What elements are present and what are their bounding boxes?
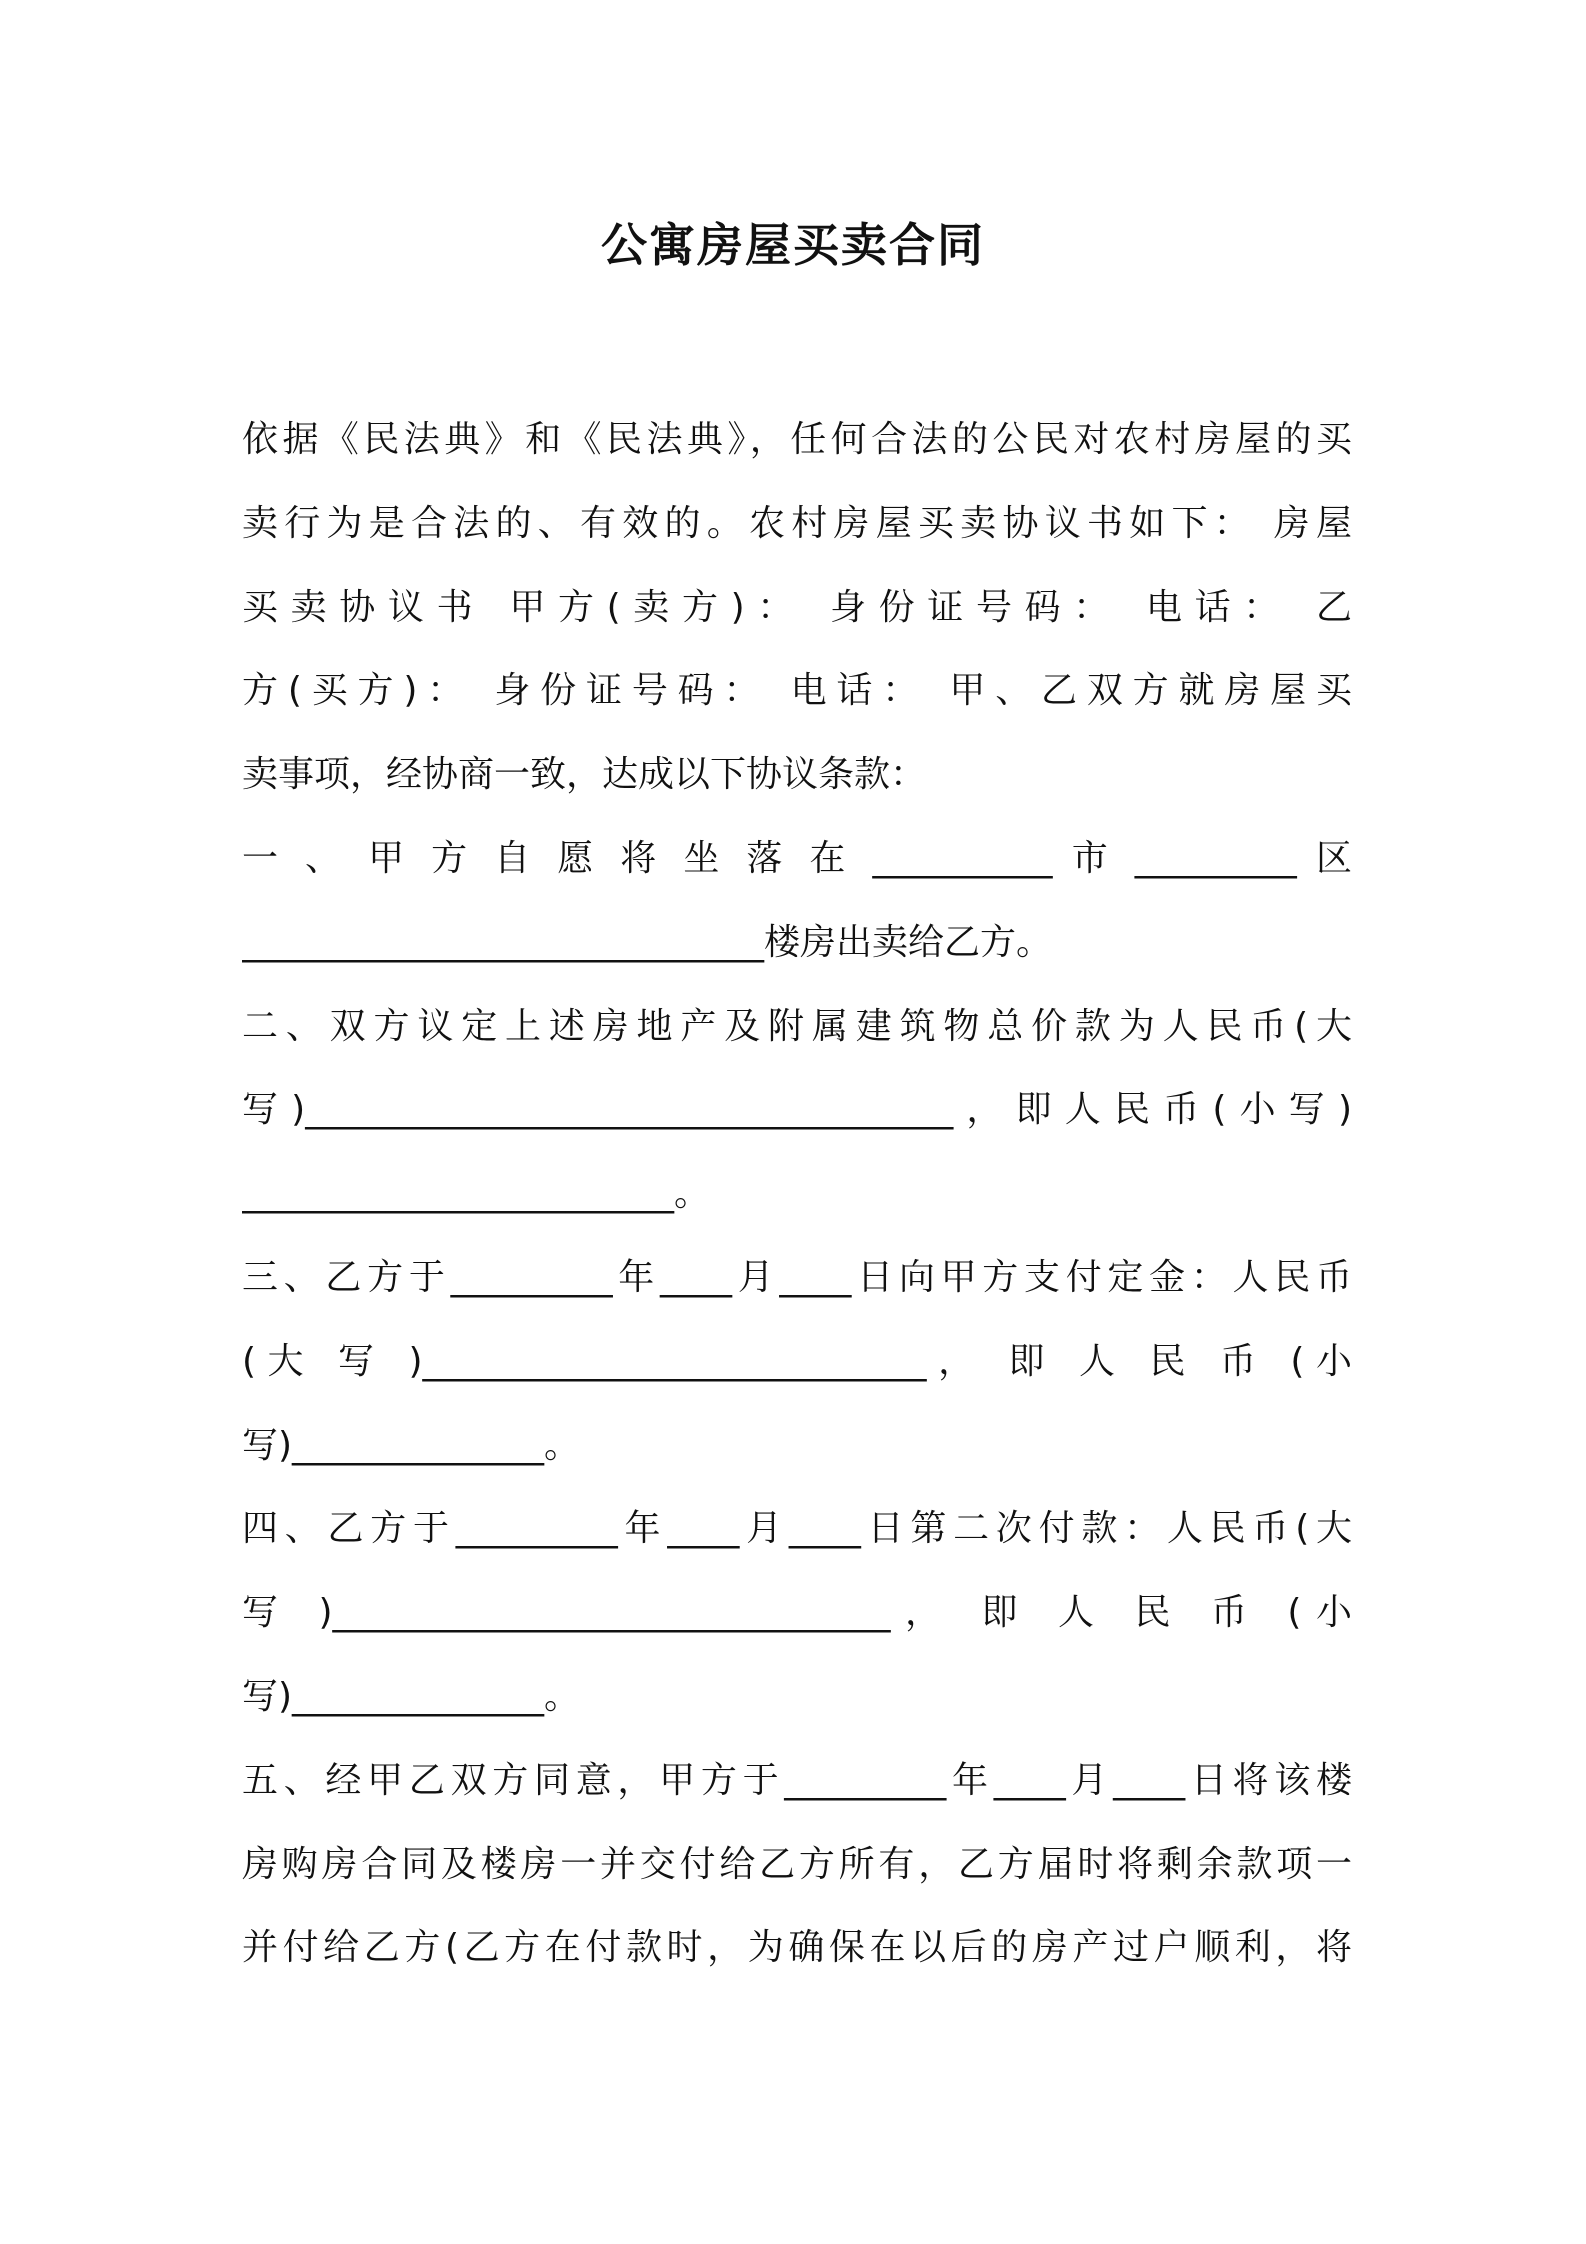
document-title: 公寓房屋买卖合同 <box>601 218 985 272</box>
clause-2-line-2: 写)____________________________________，即人民币(小写) <box>242 1089 1352 1131</box>
body-line-5: 卖事项，经协商一致，达成以下协议条款： <box>242 754 927 796</box>
clause-4-line-3: 写)______________。 <box>242 1675 581 1717</box>
clause-3-line-3: 写)______________。 <box>242 1424 581 1466</box>
body-line-3: 买卖协议书 甲方(卖方)： 身份证号码： 电话： 乙 <box>242 586 1352 628</box>
body-line-2: 卖行为是合法的、有效的。农村房屋买卖协议书如下： 房屋 <box>242 502 1352 544</box>
clause-2-line-3: ________________________。 <box>242 1173 710 1215</box>
clause-3-line-2: (大 写 )____________________________， 即 人 民 币 (小 <box>242 1340 1352 1382</box>
clause-4-line-2: 写 )_______________________________， 即 人 民 币 (小 <box>242 1592 1352 1634</box>
body-line-4: 方(买方)： 身份证号码： 电话： 甲、乙双方就房屋买 <box>242 670 1352 712</box>
clause-4-line-1: 四、乙方于_________年____月____日第二次付款：人民币(大 <box>242 1508 1352 1550</box>
clause-2-line-1: 二、双方议定上述房地产及附属建筑物总价款为人民币(大 <box>242 1005 1352 1047</box>
clause-5-line-2: 房购房合同及楼房一并交付给乙方所有，乙方届时将剩余款项一 <box>242 1843 1352 1885</box>
document-body <box>242 398 1352 1990</box>
body-line-1: 依据《民法典》和《民法典》，任何合法的公民对农村房屋的买 <box>242 419 1352 460</box>
clause-1-line-1: 一 、 甲 方 自 愿 将 坐 落 在 __________ 市 _________ 区 <box>242 837 1352 879</box>
clause-5-line-1: 五、经甲乙双方同意，甲方于_________年____月____日将该楼 <box>242 1759 1352 1801</box>
clause-1-line-2: _____________________________楼房出卖给乙方。 <box>242 921 1053 963</box>
clause-3-line-1: 三、乙方于_________年____月____日向甲方支付定金：人民币 <box>242 1256 1352 1298</box>
clause-5-line-3: 并付给乙方(乙方在付款时，为确保在以后的房产过户顺利，将 <box>242 1927 1352 1969</box>
